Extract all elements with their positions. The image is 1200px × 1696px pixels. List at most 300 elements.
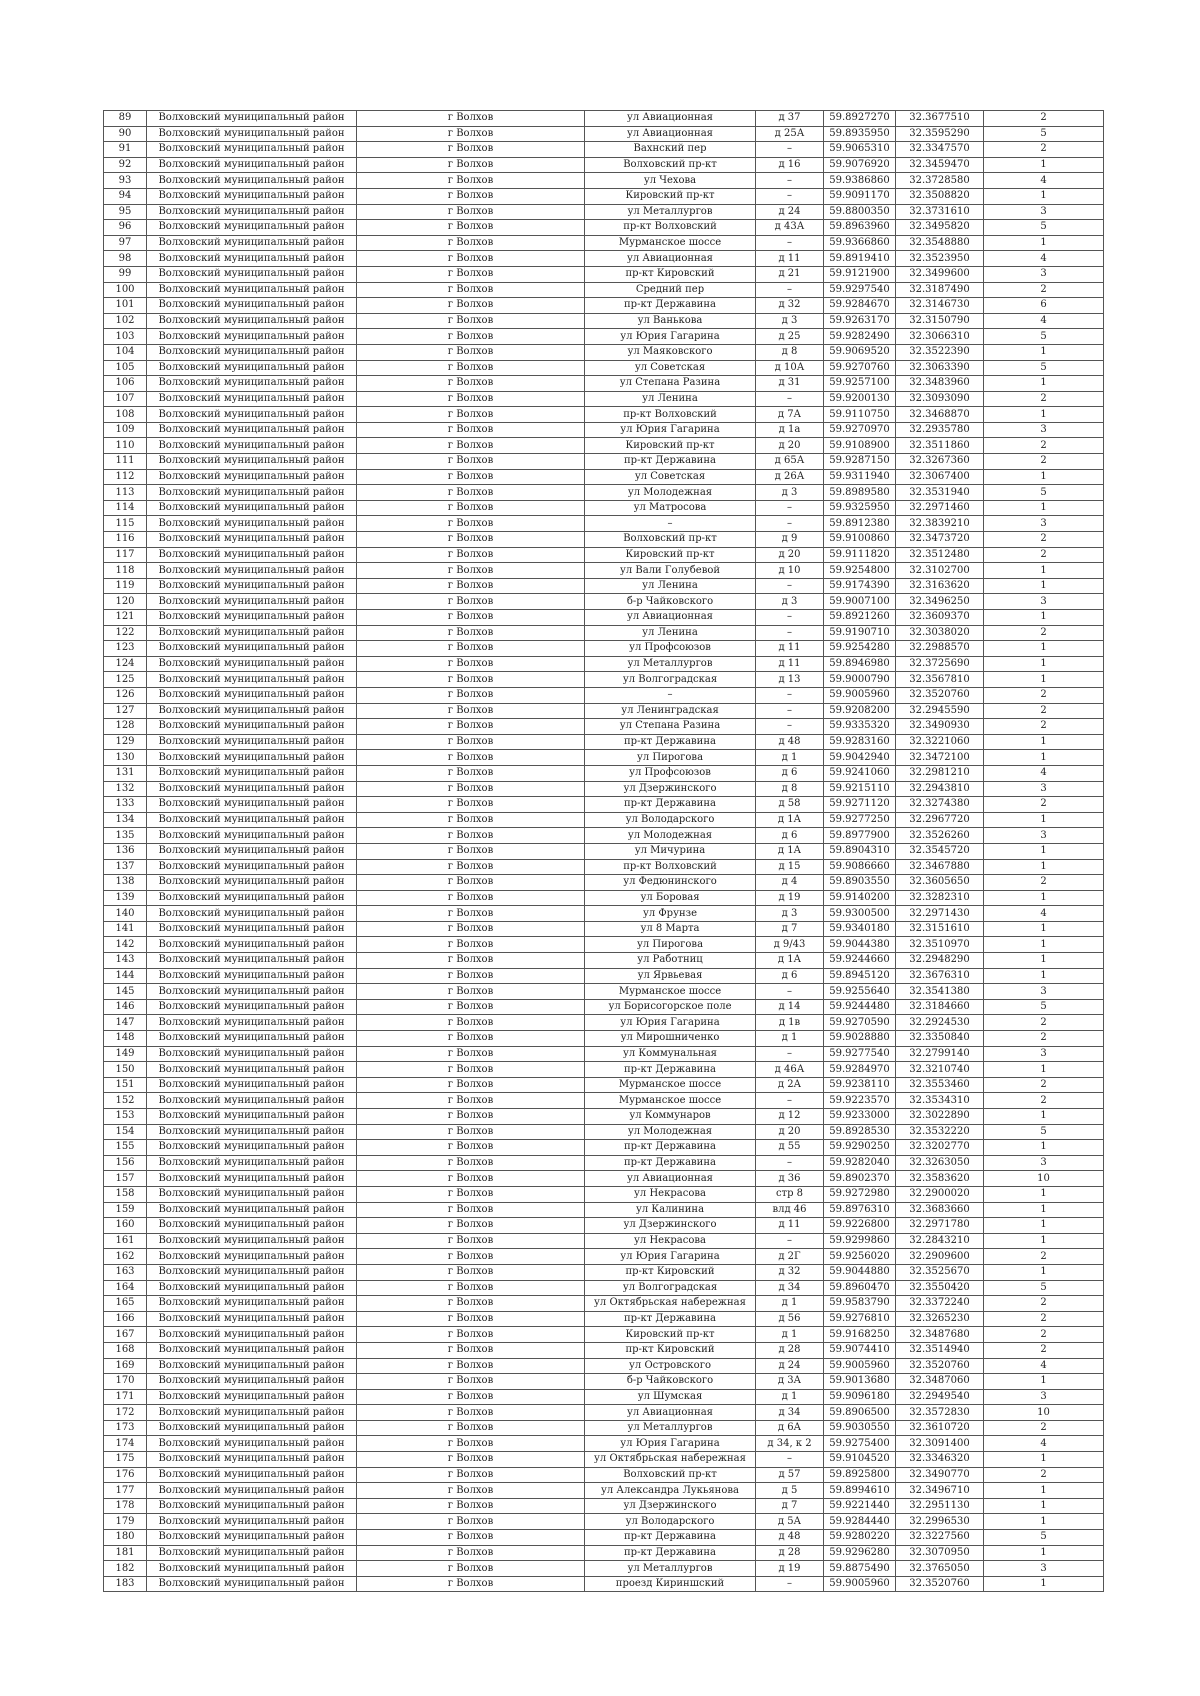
street-cell: ул Некрасова	[585, 1233, 756, 1249]
house-cell: д 5	[756, 1483, 824, 1499]
street-cell: ул Металлургов	[585, 1420, 756, 1436]
district-cell: Волховский муниципальный район	[147, 1545, 357, 1561]
table-row	[104, 454, 1104, 470]
table-body	[104, 111, 1104, 1592]
locality-cell: г Волхов	[357, 157, 585, 173]
latitude-cell: 59.9254800	[824, 563, 896, 579]
row-number: 135	[104, 828, 147, 844]
row-number: 168	[104, 1342, 147, 1358]
longitude-cell: 32.3163620	[896, 578, 984, 594]
row-number: 153	[104, 1109, 147, 1125]
latitude-cell: 59.9282490	[824, 329, 896, 345]
district-cell: Волховский муниципальный район	[147, 1062, 357, 1078]
table-row	[104, 703, 1104, 719]
count-cell: 5	[984, 485, 1104, 501]
count-cell: 3	[984, 828, 1104, 844]
locality-cell: г Волхов	[357, 1124, 585, 1140]
longitude-cell: 32.3683660	[896, 1202, 984, 1218]
count-cell: 5	[984, 1280, 1104, 1296]
row-number: 178	[104, 1498, 147, 1514]
locality-cell: г Волхов	[357, 797, 585, 813]
table-row	[104, 1436, 1104, 1452]
locality-cell: г Волхов	[357, 1155, 585, 1171]
district-cell: Волховский муниципальный район	[147, 376, 357, 392]
table-row	[104, 687, 1104, 703]
longitude-cell: 32.3610720	[896, 1420, 984, 1436]
latitude-cell: 59.9013680	[824, 1374, 896, 1390]
street-cell: ул Федюнинского	[585, 875, 756, 891]
street-cell: ул Володарского	[585, 812, 756, 828]
district-cell: Волховский муниципальный район	[147, 765, 357, 781]
longitude-cell: 32.3525670	[896, 1264, 984, 1280]
district-cell: Волховский муниципальный район	[147, 1218, 357, 1234]
house-cell: –	[756, 687, 824, 703]
locality-cell: г Волхов	[357, 968, 585, 984]
table-row	[104, 1202, 1104, 1218]
data-table	[103, 110, 1104, 1592]
district-cell: Волховский муниципальный район	[147, 1077, 357, 1093]
row-number: 179	[104, 1514, 147, 1530]
street-cell: ул Коммунаров	[585, 1109, 756, 1125]
locality-cell: г Волхов	[357, 906, 585, 922]
district-cell: Волховский муниципальный район	[147, 703, 357, 719]
district-cell: Волховский муниципальный район	[147, 235, 357, 251]
locality-cell: г Волхов	[357, 999, 585, 1015]
house-cell: д 55	[756, 1140, 824, 1156]
row-number: 146	[104, 999, 147, 1015]
house-cell: д 1А	[756, 812, 824, 828]
row-number: 134	[104, 812, 147, 828]
house-cell: д 14	[756, 999, 824, 1015]
latitude-cell: 59.9111820	[824, 547, 896, 563]
latitude-cell: 59.9215110	[824, 781, 896, 797]
house-cell: д 32	[756, 298, 824, 314]
district-cell: Волховский муниципальный район	[147, 812, 357, 828]
latitude-cell: 59.9244480	[824, 999, 896, 1015]
street-cell: ул Авиационная	[585, 610, 756, 626]
house-cell: д 31	[756, 376, 824, 392]
street-cell: Мурманское шоссе	[585, 235, 756, 251]
latitude-cell: 59.8976310	[824, 1202, 896, 1218]
latitude-cell: 59.8921260	[824, 610, 896, 626]
count-cell: 4	[984, 1358, 1104, 1374]
row-number: 175	[104, 1452, 147, 1468]
longitude-cell: 32.3472100	[896, 750, 984, 766]
house-cell: –	[756, 625, 824, 641]
longitude-cell: 32.3487680	[896, 1327, 984, 1343]
count-cell: 1	[984, 750, 1104, 766]
longitude-cell: 32.3531940	[896, 485, 984, 501]
row-number: 127	[104, 703, 147, 719]
longitude-cell: 32.2935780	[896, 422, 984, 438]
latitude-cell: 59.9277250	[824, 812, 896, 828]
longitude-cell: 32.3146730	[896, 298, 984, 314]
house-cell: д 21	[756, 266, 824, 282]
count-cell: 1	[984, 1483, 1104, 1499]
table-row	[104, 1140, 1104, 1156]
row-number: 118	[104, 563, 147, 579]
row-number: 165	[104, 1296, 147, 1312]
street-cell: ул Металлургов	[585, 656, 756, 672]
locality-cell: г Волхов	[357, 781, 585, 797]
longitude-cell: 32.3187490	[896, 282, 984, 298]
latitude-cell: 59.9241060	[824, 765, 896, 781]
house-cell: –	[756, 500, 824, 516]
count-cell: 3	[984, 1561, 1104, 1577]
house-cell: –	[756, 703, 824, 719]
table-row	[104, 1327, 1104, 1343]
latitude-cell: 59.9030550	[824, 1420, 896, 1436]
latitude-cell: 59.9005960	[824, 1576, 896, 1592]
street-cell: Вахнский пер	[585, 142, 756, 158]
count-cell: 1	[984, 500, 1104, 516]
longitude-cell: 32.2799140	[896, 1046, 984, 1062]
table-row	[104, 828, 1104, 844]
table-row	[104, 532, 1104, 548]
latitude-cell: 59.9000790	[824, 672, 896, 688]
row-number: 131	[104, 765, 147, 781]
district-cell: Волховский муниципальный район	[147, 1514, 357, 1530]
house-cell: д 6	[756, 828, 824, 844]
row-number: 91	[104, 142, 147, 158]
locality-cell: г Волхов	[357, 984, 585, 1000]
longitude-cell: 32.3467880	[896, 859, 984, 875]
count-cell: 1	[984, 1264, 1104, 1280]
house-cell: д 20	[756, 438, 824, 454]
table-row	[104, 111, 1104, 127]
district-cell: Волховский муниципальный район	[147, 1530, 357, 1546]
table-row	[104, 1186, 1104, 1202]
district-cell: Волховский муниципальный район	[147, 1498, 357, 1514]
street-cell: ул Юрия Гагарина	[585, 1249, 756, 1265]
latitude-cell: 59.9042940	[824, 750, 896, 766]
house-cell: д 1	[756, 1031, 824, 1047]
count-cell: 1	[984, 235, 1104, 251]
house-cell: д 6	[756, 765, 824, 781]
locality-cell: г Волхов	[357, 859, 585, 875]
locality-cell: г Волхов	[357, 360, 585, 376]
street-cell: Средний пер	[585, 282, 756, 298]
locality-cell: г Волхов	[357, 610, 585, 626]
locality-cell: г Волхов	[357, 641, 585, 657]
count-cell: 2	[984, 391, 1104, 407]
district-cell: Волховский муниципальный район	[147, 407, 357, 423]
longitude-cell: 32.3511860	[896, 438, 984, 454]
longitude-cell: 32.3526260	[896, 828, 984, 844]
latitude-cell: 59.8963960	[824, 220, 896, 236]
district-cell: Волховский муниципальный район	[147, 1046, 357, 1062]
locality-cell: г Волхов	[357, 656, 585, 672]
longitude-cell: 32.3347570	[896, 142, 984, 158]
longitude-cell: 32.3839210	[896, 516, 984, 532]
locality-cell: г Волхов	[357, 937, 585, 953]
district-cell: Волховский муниципальный район	[147, 906, 357, 922]
row-number: 140	[104, 906, 147, 922]
district-cell: Волховский муниципальный район	[147, 1015, 357, 1031]
latitude-cell: 59.8989580	[824, 485, 896, 501]
locality-cell: г Волхов	[357, 1249, 585, 1265]
count-cell: 2	[984, 1342, 1104, 1358]
table-row	[104, 516, 1104, 532]
street-cell: ул Октябрьская набережная	[585, 1452, 756, 1468]
house-cell: д 6	[756, 968, 824, 984]
longitude-cell: 32.3512480	[896, 547, 984, 563]
house-cell: влд 46	[756, 1202, 824, 1218]
locality-cell: г Волхов	[357, 1327, 585, 1343]
house-cell: –	[756, 235, 824, 251]
locality-cell: г Волхов	[357, 298, 585, 314]
count-cell: 1	[984, 344, 1104, 360]
street-cell: пр-кт Волховский	[585, 859, 756, 875]
locality-cell: г Волхов	[357, 828, 585, 844]
table-row	[104, 298, 1104, 314]
latitude-cell: 59.9100860	[824, 532, 896, 548]
house-cell: д 65А	[756, 454, 824, 470]
table-row	[104, 1093, 1104, 1109]
table-row	[104, 656, 1104, 672]
house-cell: д 1А	[756, 843, 824, 859]
count-cell: 3	[984, 1389, 1104, 1405]
latitude-cell: 59.8903550	[824, 875, 896, 891]
longitude-cell: 32.3605650	[896, 875, 984, 891]
longitude-cell: 32.2971460	[896, 500, 984, 516]
longitude-cell: 32.3550420	[896, 1280, 984, 1296]
street-cell: ул Матросова	[585, 500, 756, 516]
longitude-cell: 32.3567810	[896, 672, 984, 688]
count-cell: 2	[984, 1031, 1104, 1047]
row-number: 173	[104, 1420, 147, 1436]
locality-cell: г Волхов	[357, 235, 585, 251]
table-row	[104, 1498, 1104, 1514]
street-cell: ул Металлургов	[585, 1561, 756, 1577]
district-cell: Волховский муниципальный район	[147, 610, 357, 626]
table-row	[104, 126, 1104, 142]
latitude-cell: 59.9044880	[824, 1264, 896, 1280]
table-row	[104, 765, 1104, 781]
longitude-cell: 32.3038020	[896, 625, 984, 641]
house-cell: д 34	[756, 1280, 824, 1296]
locality-cell: г Волхов	[357, 1171, 585, 1187]
row-number: 147	[104, 1015, 147, 1031]
table-row	[104, 797, 1104, 813]
longitude-cell: 32.2909600	[896, 1249, 984, 1265]
house-cell: –	[756, 1576, 824, 1592]
row-number: 90	[104, 126, 147, 142]
longitude-cell: 32.3676310	[896, 968, 984, 984]
row-number: 104	[104, 344, 147, 360]
table-row	[104, 329, 1104, 345]
longitude-cell: 32.3346320	[896, 1452, 984, 1468]
count-cell: 2	[984, 1420, 1104, 1436]
table-row	[104, 578, 1104, 594]
latitude-cell: 59.8800350	[824, 204, 896, 220]
district-cell: Волховский муниципальный район	[147, 329, 357, 345]
street-cell: ул Островского	[585, 1358, 756, 1374]
count-cell: 1	[984, 656, 1104, 672]
house-cell: д 11	[756, 251, 824, 267]
house-cell: д 1	[756, 750, 824, 766]
count-cell: 1	[984, 1576, 1104, 1592]
row-number: 116	[104, 532, 147, 548]
district-cell: Волховский муниципальный район	[147, 828, 357, 844]
street-cell: ул Молодежная	[585, 1124, 756, 1140]
row-number: 148	[104, 1031, 147, 1047]
table-row	[104, 1561, 1104, 1577]
table-row	[104, 1155, 1104, 1171]
count-cell: 1	[984, 1374, 1104, 1390]
table-row	[104, 1062, 1104, 1078]
house-cell: д 57	[756, 1467, 824, 1483]
latitude-cell: 59.9340180	[824, 921, 896, 937]
house-cell: д 8	[756, 344, 824, 360]
house-cell: д 48	[756, 1530, 824, 1546]
row-number: 124	[104, 656, 147, 672]
latitude-cell: 59.9028880	[824, 1031, 896, 1047]
latitude-cell: 59.8925800	[824, 1467, 896, 1483]
row-number: 152	[104, 1093, 147, 1109]
row-number: 132	[104, 781, 147, 797]
latitude-cell: 59.9296280	[824, 1545, 896, 1561]
count-cell: 3	[984, 594, 1104, 610]
table-row	[104, 875, 1104, 891]
district-cell: Волховский муниципальный район	[147, 1561, 357, 1577]
latitude-cell: 59.9208200	[824, 703, 896, 719]
longitude-cell: 32.3572830	[896, 1405, 984, 1421]
street-cell: ул Пирогова	[585, 937, 756, 953]
row-number: 169	[104, 1358, 147, 1374]
table-row	[104, 1358, 1104, 1374]
street-cell: пр-кт Державина	[585, 1155, 756, 1171]
row-number: 143	[104, 953, 147, 969]
locality-cell: г Волхов	[357, 1202, 585, 1218]
longitude-cell: 32.3263050	[896, 1155, 984, 1171]
count-cell: 1	[984, 734, 1104, 750]
street-cell: ул Советская	[585, 469, 756, 485]
table-row	[104, 1576, 1104, 1592]
locality-cell: г Волхов	[357, 1576, 585, 1592]
locality-cell: г Волхов	[357, 500, 585, 516]
latitude-cell: 59.9299860	[824, 1233, 896, 1249]
table-row	[104, 313, 1104, 329]
longitude-cell: 32.3267360	[896, 454, 984, 470]
house-cell: д 3	[756, 906, 824, 922]
street-cell: ул Волгоградская	[585, 672, 756, 688]
longitude-cell: 32.2967720	[896, 812, 984, 828]
longitude-cell: 32.3495820	[896, 220, 984, 236]
row-number: 111	[104, 454, 147, 470]
district-cell: Волховский муниципальный район	[147, 719, 357, 735]
street-cell: пр-кт Волховский	[585, 407, 756, 423]
locality-cell: г Волхов	[357, 454, 585, 470]
district-cell: Волховский муниципальный район	[147, 1358, 357, 1374]
locality-cell: г Волхов	[357, 1436, 585, 1452]
longitude-cell: 32.3063390	[896, 360, 984, 376]
count-cell: 1	[984, 1062, 1104, 1078]
row-number: 157	[104, 1171, 147, 1187]
longitude-cell: 32.3265230	[896, 1311, 984, 1327]
locality-cell: г Волхов	[357, 703, 585, 719]
district-cell: Волховский муниципальный район	[147, 750, 357, 766]
locality-cell: г Волхов	[357, 1514, 585, 1530]
row-number: 139	[104, 890, 147, 906]
locality-cell: г Волхов	[357, 921, 585, 937]
count-cell: 1	[984, 843, 1104, 859]
street-cell: ул Александра Лукьянова	[585, 1483, 756, 1499]
locality-cell: г Волхов	[357, 1031, 585, 1047]
street-cell: ул Работниц	[585, 953, 756, 969]
house-cell: д 48	[756, 734, 824, 750]
street-cell: ул Некрасова	[585, 1186, 756, 1202]
table-row	[104, 376, 1104, 392]
longitude-cell: 32.3221060	[896, 734, 984, 750]
longitude-cell: 32.2951130	[896, 1498, 984, 1514]
longitude-cell: 32.3520760	[896, 1576, 984, 1592]
district-cell: Волховский муниципальный район	[147, 142, 357, 158]
longitude-cell: 32.3496710	[896, 1483, 984, 1499]
count-cell: 2	[984, 687, 1104, 703]
count-cell: 2	[984, 1077, 1104, 1093]
row-number: 144	[104, 968, 147, 984]
street-cell: ул Юрия Гагарина	[585, 422, 756, 438]
house-cell: д 9	[756, 532, 824, 548]
locality-cell: г Волхов	[357, 843, 585, 859]
district-cell: Волховский муниципальный район	[147, 1155, 357, 1171]
district-cell: Волховский муниципальный район	[147, 469, 357, 485]
district-cell: Волховский муниципальный район	[147, 1436, 357, 1452]
count-cell: 6	[984, 298, 1104, 314]
table-row	[104, 220, 1104, 236]
street-cell: ул Ярвьевая	[585, 968, 756, 984]
count-cell: 1	[984, 1514, 1104, 1530]
house-cell: –	[756, 1155, 824, 1171]
district-cell: Волховский муниципальный район	[147, 1420, 357, 1436]
latitude-cell: 59.9221440	[824, 1498, 896, 1514]
longitude-cell: 32.3510970	[896, 937, 984, 953]
district-cell: Волховский муниципальный район	[147, 173, 357, 189]
street-cell: пр-кт Волховский	[585, 220, 756, 236]
row-number: 129	[104, 734, 147, 750]
street-cell: –	[585, 516, 756, 532]
table-row	[104, 1530, 1104, 1546]
row-number: 110	[104, 438, 147, 454]
locality-cell: г Волхов	[357, 142, 585, 158]
latitude-cell: 59.9270590	[824, 1015, 896, 1031]
longitude-cell: 32.3070950	[896, 1545, 984, 1561]
latitude-cell: 59.8928530	[824, 1124, 896, 1140]
latitude-cell: 59.9108900	[824, 438, 896, 454]
latitude-cell: 59.9086660	[824, 859, 896, 875]
table-row	[104, 1514, 1104, 1530]
street-cell: пр-кт Державина	[585, 1140, 756, 1156]
latitude-cell: 59.9287150	[824, 454, 896, 470]
count-cell: 2	[984, 547, 1104, 563]
count-cell: 1	[984, 1140, 1104, 1156]
row-number: 123	[104, 641, 147, 657]
house-cell: д 11	[756, 1218, 824, 1234]
row-number: 122	[104, 625, 147, 641]
latitude-cell: 59.9091170	[824, 188, 896, 204]
table-row	[104, 672, 1104, 688]
street-cell: пр-кт Державина	[585, 454, 756, 470]
house-cell: д 37	[756, 111, 824, 127]
district-cell: Волховский муниципальный район	[147, 999, 357, 1015]
street-cell: пр-кт Державина	[585, 298, 756, 314]
house-cell: д 3	[756, 485, 824, 501]
count-cell: 5	[984, 329, 1104, 345]
locality-cell: г Волхов	[357, 438, 585, 454]
longitude-cell: 32.3487060	[896, 1374, 984, 1390]
street-cell: ул Коммунальная	[585, 1046, 756, 1062]
